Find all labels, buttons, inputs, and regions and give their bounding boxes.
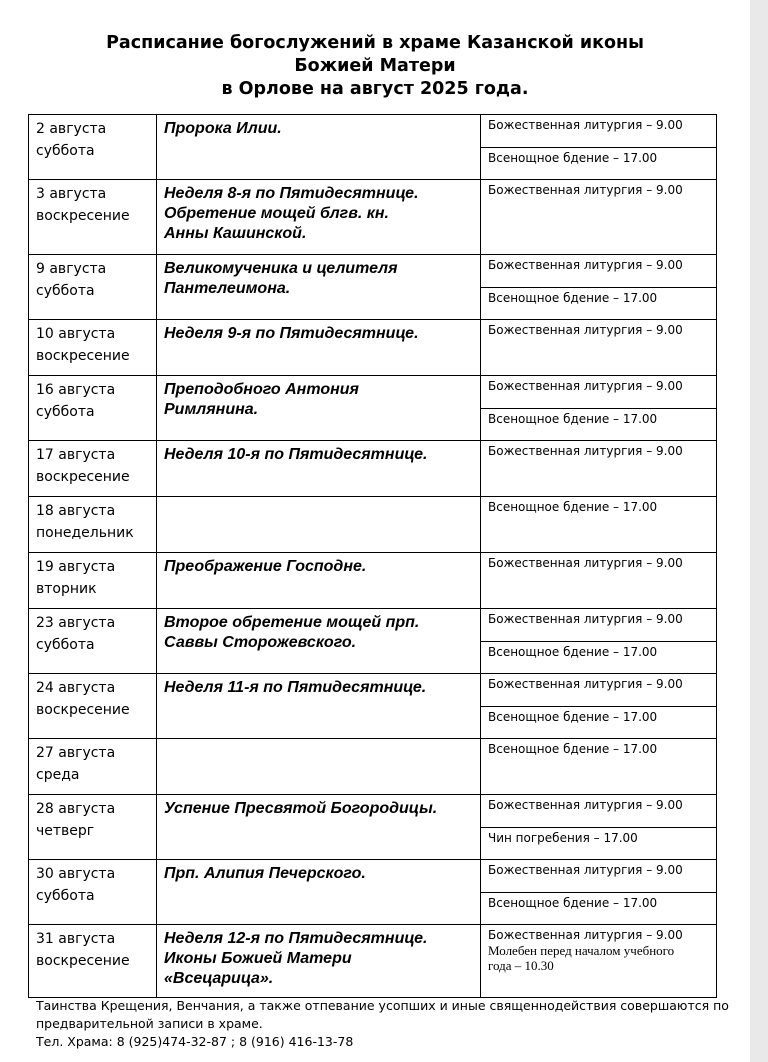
weekday-text: суббота bbox=[36, 404, 95, 420]
service-line: Всенощное бдение – 17.00 bbox=[481, 408, 716, 440]
date-cell bbox=[29, 441, 157, 497]
services-cell bbox=[481, 180, 717, 255]
schedule-row bbox=[29, 674, 717, 739]
service-line: Божественная литургия – 9.00 bbox=[488, 612, 683, 626]
feast-cell bbox=[157, 320, 481, 376]
date-cell bbox=[29, 115, 157, 180]
feast-line: Успение Пресвятой Богородицы. bbox=[164, 800, 438, 817]
weekday-text: понедельник bbox=[36, 525, 134, 541]
feast-line: Неделя 9-я по Пятидесятнице. bbox=[164, 325, 419, 342]
weekday-text: воскресение bbox=[36, 953, 130, 969]
date-text: 16 августа bbox=[36, 382, 116, 398]
service-line: Чин погребения – 17.00 bbox=[481, 827, 716, 859]
feast-line: Саввы Сторожевского. bbox=[164, 634, 357, 651]
date-text: 10 августа bbox=[36, 326, 116, 342]
feast-line: Неделя 8-я по Пятидесятнице. bbox=[164, 185, 419, 202]
footer-phone: Тел. Храма: 8 (925)474-32-87 ; 8 (916) 416-13-78 bbox=[36, 1034, 354, 1049]
schedule-row bbox=[29, 441, 717, 497]
feast-cell bbox=[157, 553, 481, 609]
schedule-row bbox=[29, 553, 717, 609]
feast-line: Преображение Господне. bbox=[164, 558, 367, 575]
schedule-row bbox=[29, 376, 717, 441]
weekday-text: четверг bbox=[36, 823, 95, 839]
weekday-text: среда bbox=[36, 767, 80, 783]
weekday-text: воскресение bbox=[36, 469, 130, 485]
feast-cell bbox=[157, 795, 481, 860]
services-cell bbox=[481, 320, 717, 376]
schedule-row bbox=[29, 860, 717, 925]
feast-cell bbox=[157, 609, 481, 674]
date-text: 9 августа bbox=[36, 261, 107, 277]
feast-cell bbox=[157, 441, 481, 497]
date-cell bbox=[29, 497, 157, 553]
feast-line: Неделя 12-я по Пятидесятнице. bbox=[164, 930, 428, 947]
footer-line-2: предварительной записи в храме. bbox=[36, 1016, 263, 1031]
date-cell bbox=[29, 795, 157, 860]
services-cell bbox=[481, 925, 717, 998]
service-line: Божественная литургия – 9.00 bbox=[488, 258, 683, 272]
feast-line: «Всецарица». bbox=[164, 970, 274, 987]
date-cell bbox=[29, 376, 157, 441]
feast-cell bbox=[157, 255, 481, 320]
date-text: 27 августа bbox=[36, 745, 116, 761]
feast-line: Анны Кашинской. bbox=[164, 225, 307, 242]
services-cell bbox=[481, 674, 717, 739]
date-text: 17 августа bbox=[36, 447, 116, 463]
weekday-text: вторник bbox=[36, 581, 97, 597]
date-cell bbox=[29, 674, 157, 739]
weekday-text: воскресение bbox=[36, 702, 130, 718]
date-cell bbox=[29, 320, 157, 376]
service-line: Всенощное бдение – 17.00 bbox=[481, 706, 716, 738]
weekday-text: воскресение bbox=[36, 348, 130, 364]
weekday-text: воскресение bbox=[36, 208, 130, 224]
services-cell bbox=[481, 739, 717, 795]
schedule-row bbox=[29, 925, 717, 998]
schedule-row bbox=[29, 180, 717, 255]
services-cell bbox=[481, 795, 717, 860]
service-line: Божественная литургия – 9.00 bbox=[488, 183, 683, 197]
feast-line: Великомученика и целителя bbox=[164, 260, 398, 277]
page-title bbox=[0, 32, 750, 101]
service-line: Божественная литургия – 9.00 bbox=[488, 323, 683, 337]
title-line-3: в Орлове на август 2025 года. bbox=[221, 79, 529, 99]
schedule-row bbox=[29, 115, 717, 180]
date-text: 23 августа bbox=[36, 615, 116, 631]
feast-line: Иконы Божией Матери bbox=[164, 950, 352, 967]
feast-line: Неделя 10-я по Пятидесятнице. bbox=[164, 446, 428, 463]
date-cell bbox=[29, 255, 157, 320]
feast-cell bbox=[157, 376, 481, 441]
feast-line: Пантелеимона. bbox=[164, 280, 291, 297]
feast-line: Неделя 11-я по Пятидесятнице. bbox=[164, 679, 427, 696]
feast-cell bbox=[157, 860, 481, 925]
feast-line: Римлянина. bbox=[164, 401, 259, 418]
service-line: Всенощное бдение – 17.00 bbox=[481, 287, 716, 319]
weekday-text: суббота bbox=[36, 637, 95, 653]
services-cell bbox=[481, 860, 717, 925]
services-cell bbox=[481, 609, 717, 674]
feast-cell bbox=[157, 180, 481, 255]
services-cell bbox=[481, 441, 717, 497]
services-cell bbox=[481, 255, 717, 320]
services-cell bbox=[481, 376, 717, 441]
feast-line: Второе обретение мощей прп. bbox=[164, 614, 420, 631]
feast-line: Обретение мощей блгв. кн. bbox=[164, 205, 389, 222]
service-line: Божественная литургия – 9.00 bbox=[488, 863, 683, 877]
service-line: Божественная литургия – 9.00 bbox=[488, 444, 683, 458]
feast-line: Преподобного Антония bbox=[164, 381, 359, 398]
service-line: Божественная литургия – 9.00 bbox=[488, 798, 683, 812]
date-cell bbox=[29, 180, 157, 255]
weekday-text: суббота bbox=[36, 888, 95, 904]
service-line: Всенощное бдение – 17.00 bbox=[481, 147, 716, 179]
services-cell bbox=[481, 497, 717, 553]
services-cell bbox=[481, 553, 717, 609]
date-cell bbox=[29, 739, 157, 795]
service-line: Всенощное бдение – 17.00 bbox=[488, 742, 658, 756]
date-cell bbox=[29, 860, 157, 925]
footer-note bbox=[36, 997, 736, 1051]
date-text: 30 августа bbox=[36, 866, 116, 882]
services-cell bbox=[481, 115, 717, 180]
date-text: 2 августа bbox=[36, 121, 107, 137]
schedule-row bbox=[29, 497, 717, 553]
date-text: 31 августа bbox=[36, 931, 116, 947]
service-line: Божественная литургия – 9.00 bbox=[488, 677, 683, 691]
service-line: Божественная литургия – 9.00 bbox=[488, 556, 683, 570]
service-line: Божественная литургия – 9.00 bbox=[488, 379, 683, 393]
date-cell bbox=[29, 925, 157, 998]
weekday-text: суббота bbox=[36, 143, 95, 159]
schedule-row bbox=[29, 609, 717, 674]
service-note-line: Молебен перед началом учебного bbox=[488, 943, 675, 958]
schedule-row bbox=[29, 320, 717, 376]
feast-line: Прп. Алипия Печерского. bbox=[164, 865, 366, 882]
service-line: Всенощное бдение – 17.00 bbox=[481, 641, 716, 673]
title-line-2: Божией Матери bbox=[294, 56, 456, 76]
feast-line: Пророка Илии. bbox=[164, 120, 282, 137]
date-cell bbox=[29, 609, 157, 674]
feast-cell bbox=[157, 925, 481, 998]
schedule-table bbox=[28, 114, 717, 998]
title-line-1: Расписание богослужений в храме Казанской иконы bbox=[106, 33, 644, 53]
date-text: 19 августа bbox=[36, 559, 116, 575]
feast-cell bbox=[157, 497, 481, 553]
schedule-row bbox=[29, 795, 717, 860]
feast-cell bbox=[157, 739, 481, 795]
date-text: 28 августа bbox=[36, 801, 116, 817]
feast-cell bbox=[157, 115, 481, 180]
service-note-line: года – 10.30 bbox=[488, 958, 554, 973]
date-cell bbox=[29, 553, 157, 609]
date-text: 18 августа bbox=[36, 503, 116, 519]
service-line: Всенощное бдение – 17.00 bbox=[481, 892, 716, 924]
feast-cell bbox=[157, 674, 481, 739]
service-line: Божественная литургия – 9.00 bbox=[488, 928, 683, 942]
service-line: Божественная литургия – 9.00 bbox=[488, 118, 683, 132]
service-line: Всенощное бдение – 17.00 bbox=[488, 500, 658, 514]
date-text: 24 августа bbox=[36, 680, 116, 696]
schedule-row bbox=[29, 739, 717, 795]
date-text: 3 августа bbox=[36, 186, 107, 202]
weekday-text: суббота bbox=[36, 283, 95, 299]
schedule-row bbox=[29, 255, 717, 320]
footer-line-1: Таинства Крещения, Венчания, а также отпевание усопших и иные священнодействия совершаются по bbox=[36, 998, 729, 1013]
